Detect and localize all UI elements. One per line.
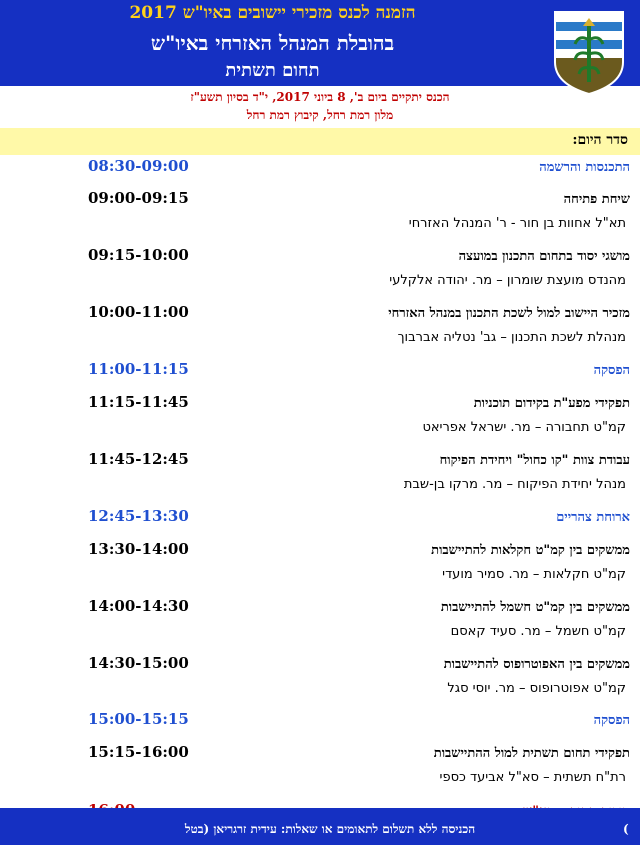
agenda-banner	[0, 128, 640, 155]
page-header	[0, 0, 640, 86]
footer-paren: (	[623, 822, 629, 836]
event-venue: מלון רמת רחל, קיבוץ רמת רחל	[246, 108, 394, 122]
agenda-title: התכנסות והרשמה	[539, 160, 630, 175]
agenda-time: 09:15-10:00	[88, 246, 189, 264]
agenda-speaker: קמ"ט חקלאות – מר. סמיר מועדי	[442, 567, 626, 582]
agenda-time: 14:00-14:30	[88, 597, 189, 615]
agenda-title: ארוחת צהריים	[556, 510, 630, 525]
agenda-time: 14:30-15:00	[88, 654, 189, 672]
department-title: תחום תשתית	[225, 60, 320, 81]
agenda-speaker: קמ"ט תחבורה – מר. ישראל אפריאט	[422, 420, 626, 435]
agenda-speaker: קמ"ט אפוטרופוס – מר. יוסי סגל	[447, 681, 626, 696]
agenda-title: הפסקה	[593, 713, 630, 728]
agenda-title: שיחת פתיחה	[563, 192, 630, 207]
agenda-title: מזכיר היישוב למול לשכת התכנון במנהל האזרחי	[388, 306, 630, 321]
agenda-speaker: קמ"ט חשמל – מר. סעיד קאסם	[450, 624, 626, 639]
agenda-time: 15:00-15:15	[88, 710, 189, 728]
agenda-time: 15:15-16:00	[88, 743, 189, 761]
invitation-title: הזמנה לכנס מזכירי יישובים באיו"ש 2017	[129, 3, 416, 23]
agenda-speaker: מנהלת לשכת התכנון – גב' נטליה אברבוך	[397, 330, 626, 345]
agenda-title: ממשקים בין האפוטרופוס להתיישבות	[443, 657, 630, 672]
agenda-time: 08:30-09:00	[88, 157, 189, 175]
agenda-speaker: מהנדס מועצת שומרון – מר. יהודה אלקלעי	[389, 273, 626, 288]
agenda-time: 09:00-09:15	[88, 189, 189, 207]
agenda-time: 12:45-13:30	[88, 507, 189, 525]
agenda-time: 11:15-11:45	[88, 393, 189, 411]
agenda-title: תפקידי תחום תשתית למול ההתיישבות	[433, 746, 630, 761]
agenda-title: מושגי יסוד בתחום התכנון במועצה	[458, 249, 630, 264]
footer-contact: הכניסה ללא תשלום לתאומים או שאלות: עידית זרגריאן (בטל	[184, 822, 476, 836]
agenda-heading: סדר היום:	[572, 132, 628, 148]
agenda-speaker: תא"ל אחוות בן חור - ר' המנהל האזרחי	[408, 216, 626, 231]
page-footer	[0, 808, 640, 845]
agenda-title: ממשקים בין קמ"ט חשמל להתיישבות	[440, 600, 630, 615]
agenda-title: הפסקה	[593, 363, 630, 378]
agenda-title: ממשקים בין קמ"ט חקלאות להתיישבות	[431, 543, 630, 558]
agenda-time: 13:30-14:00	[88, 540, 189, 558]
agenda-title: עבודת צוות "קו כחול" ויחידת הפיקוח	[439, 453, 630, 468]
civil-administration-emblem-icon	[553, 10, 625, 96]
agenda-time: 11:00-11:15	[88, 360, 189, 378]
agenda-title: תפקידי מפע"ת בקידום תוכניות	[473, 396, 630, 411]
agenda-speaker: מנהל יחידת הפיקוח – מר. מרקו בן-שבת	[403, 477, 626, 492]
invitation-subtitle: בהובלת המנהל האזרחי באיו"ש	[150, 31, 395, 55]
agenda-time: 10:00-11:00	[88, 303, 189, 321]
agenda-speaker: רת"ח תשתית – סא"ל אביעד כספי	[439, 770, 626, 785]
event-date: הכנס יתקיים ביום ב', 8 ביוני 2017, י"ד בסיון תשע"ז	[190, 90, 450, 104]
agenda-time: 11:45-12:45	[88, 450, 189, 468]
